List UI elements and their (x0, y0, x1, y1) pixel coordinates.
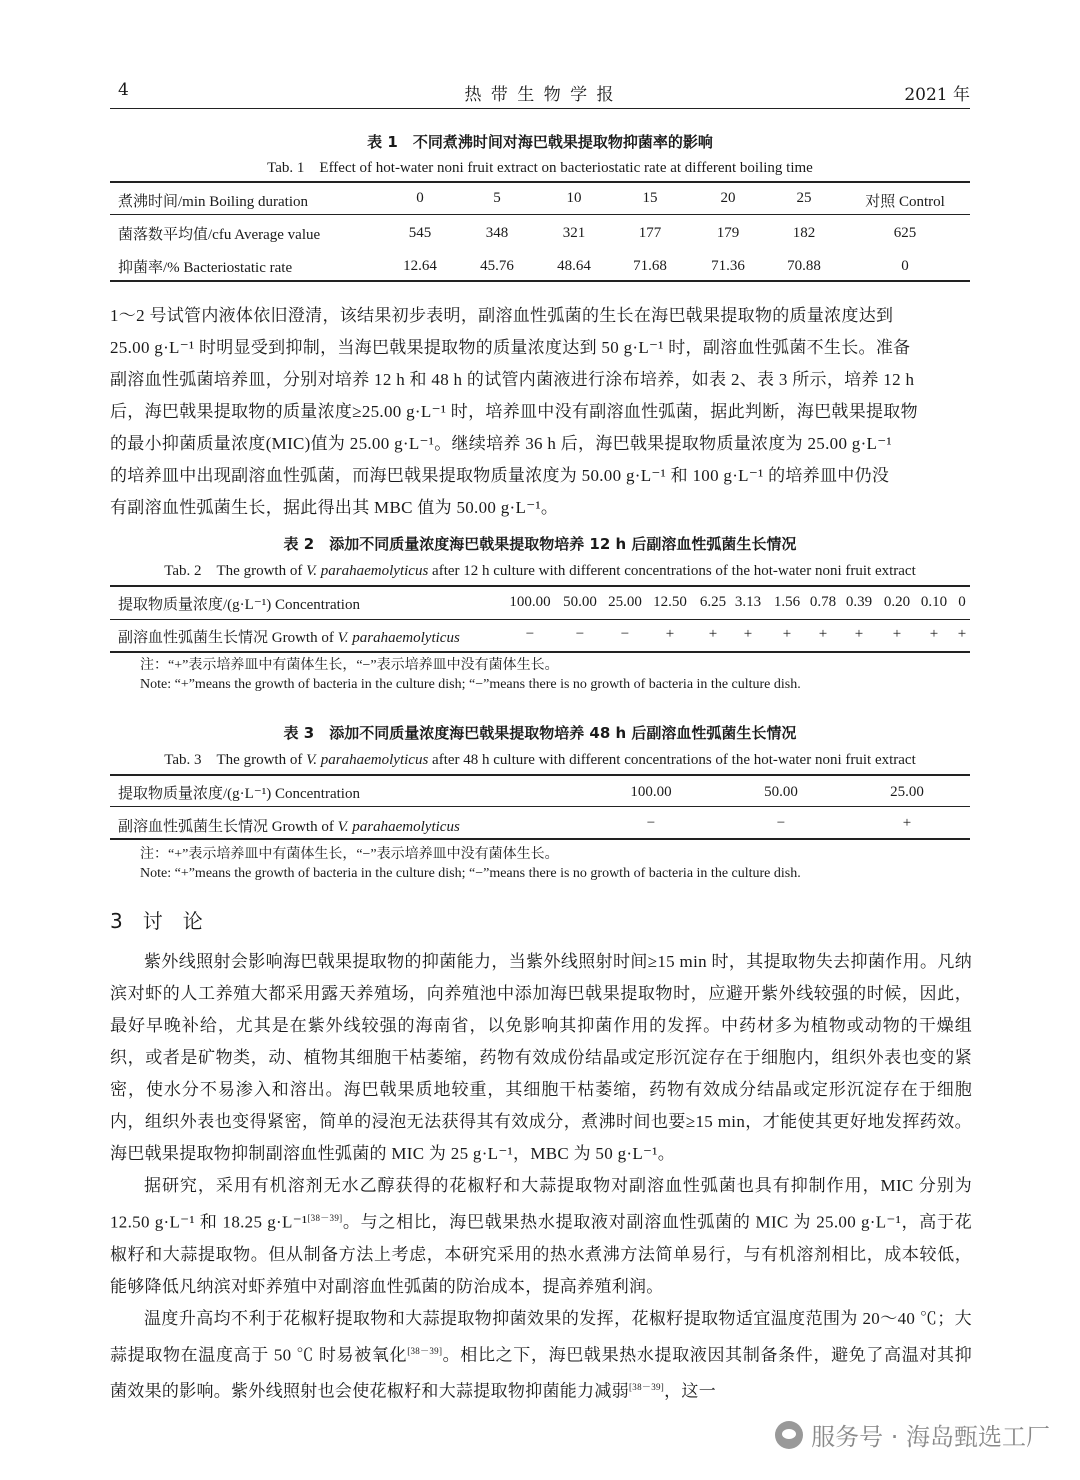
table1-bottom-rule (110, 280, 970, 282)
table2-top-rule (110, 585, 970, 587)
table2-concentration: 3.13 (734, 594, 762, 610)
paragraph-uv: 紫外线照射会影响海巴戟果提取物的抑菌能力，当紫外线照射时间≥15 min 时，其提取物失去抑菌作用。凡纳滨对虾的人工养殖大都采用露天养殖场，向养殖池中添加海巴戟果提取物时，应避开紫外线较强的时候，因此，最好早晚补给，尤其是在紫外线较强的海南省，以免影响其抑菌作用的发挥。中药材多为植物或动物的干燥组织，或者是矿物类，动、植物其细胞干枯萎缩，药物有效成份结晶或定形沉淀存在于细胞内，组织外表也变的紧密，使水分不易渗入和溶出。海巴戟果质地较重，其细胞干枯萎缩，药物有效成分结晶或定形沉淀存在于细胞内，组织外表也变得紧密，简单的浸泡无法获得其有效成分，煮沸时间也要≥15 min，才能使其更好地发挥药效。海巴戟果提取物抑制副溶血性弧菌的 MIC 为 25 g·L⁻¹，MBC 为 50 g·L⁻¹。 (110, 952, 972, 1163)
table2-bottom-rule (110, 651, 970, 653)
table3-top-rule (110, 774, 970, 776)
paragraph-comparison: 据研究，采用有机溶剂无水乙醇获得的花椒籽和大蒜提取物对副溶血性弧菌也具有抑制作用，MIC 分别为 12.50 g·L⁻¹ 和 18.25 g·L⁻¹[38－39]。与之相比，海巴戟果热水提取液对副溶血性弧菌的 MIC 为 25.00 g·L⁻¹，高于花椒籽和大蒜提取物。但从制备方法上考虑，本研究采用的热水煮沸方法简单易行，与有机溶剂相比，成本较低，能够降低凡纳滨对虾养殖中对副溶血性弧菌的防治成本，提高养殖利润。 (110, 1176, 972, 1296)
table2-growth: + (818, 626, 828, 642)
table2-concentration: 6.25 (699, 594, 727, 610)
paragraph-results (110, 300, 972, 524)
table2-growth: + (892, 626, 902, 642)
watermark-text: 服务号 · 海岛甄选工厂 (811, 1423, 1050, 1451)
table2-growth: − (575, 626, 585, 642)
table1-cell: 0 (416, 190, 424, 206)
table3-concentration: 100.00 (630, 784, 672, 800)
table2-concentration: 0.10 (920, 594, 948, 610)
journal-title: 热 带 生 物 学 报 (464, 85, 616, 105)
table1-cell: 179 (716, 225, 740, 241)
table3-caption-en: Tab. 3 The growth of V. parahaemolyticus after 48 h culture with different concentrations of the hot-water noni fruit extract (164, 752, 916, 768)
table2-caption-en: Tab. 2 The growth of V. parahaemolyticus after 12 h culture with different concentrations of the hot-water noni fruit extract (164, 563, 916, 579)
table1-cell: 45.76 (480, 258, 514, 274)
table1-cell: 对照 Control (865, 194, 945, 210)
table2-concentration: 0.78 (809, 594, 837, 610)
wechat-icon (775, 1421, 803, 1449)
page-number: 4 (118, 80, 129, 100)
table2-caption-cn: 表 2 添加不同质量浓度海巴戟果提取物培养 12 h 后副溶血性弧菌生长情况 (283, 535, 797, 553)
table1-row-label: 抑菌率/% Bacteriostatic rate (118, 260, 293, 276)
table2-mid-rule (110, 619, 970, 620)
table2-growth: + (957, 626, 967, 642)
table2-row2-label: 副溶血性弧菌生长情况 Growth of V. parahaemolyticus (118, 630, 460, 646)
table1-cell: 5 (493, 190, 501, 206)
table1-cell: 177 (638, 225, 662, 241)
table2-concentration: 50.00 (563, 594, 597, 610)
table1-cell: 10 (566, 190, 582, 206)
table3-bottom-rule (110, 838, 970, 840)
table3-mid-rule (110, 806, 970, 807)
table1-cell: 0 (901, 258, 909, 274)
section-heading: 3 讨 论 (110, 909, 203, 933)
table3-note-en: Note: “+”means the growth of bacteria in the culture dish; “−”means there is no growth of bacteria in the culture dish. (140, 866, 801, 881)
table1-cell: 545 (408, 225, 432, 241)
text-line: 1～2 号试管内液体依旧澄清，该结果初步表明，副溶血性弧菌的生长在海巴戟果提取物的质量浓度达到 (110, 306, 894, 325)
table1-cell: 625 (893, 225, 917, 241)
table1-cell: 12.64 (403, 258, 437, 274)
table1-cell: 20 (720, 190, 736, 206)
text-line: 的培养皿中出现副溶血性弧菌，而海巴戟果提取物质量浓度为 50.00 g·L⁻¹ 和 100 g·L⁻¹ 的培养皿中仍没 (110, 466, 890, 485)
watermark (775, 1417, 1050, 1452)
table2-concentration: 0 (958, 594, 966, 610)
table3-row2-label: 副溶血性弧菌生长情况 Growth of V. parahaemolyticus (118, 819, 460, 835)
text-line: 后，海巴戟果提取物的质量浓度≥25.00 g·L⁻¹ 时，培养皿中没有副溶血性弧菌，据此判断，海巴戟果提取物 (110, 402, 918, 421)
table2-note-en: Note: “+”means the growth of bacteria in the culture dish; “−”means there is no growth of bacteria in the culture dish. (140, 677, 801, 692)
table3-growth: + (902, 815, 912, 831)
table1-cell: 321 (562, 225, 586, 241)
table1-row-label: 菌落数平均值/cfu Average value (118, 227, 321, 243)
table3-row1-label: 提取物质量浓度/(g·L⁻¹) Concentration (118, 786, 360, 802)
table1-cell: 182 (792, 225, 816, 241)
table1-cell: 71.36 (711, 258, 745, 274)
table1-caption-cn: 表 1 不同煮沸时间对海巴戟果提取物抑菌率的影响 (367, 133, 713, 151)
table1-top-rule (110, 181, 970, 183)
citation: [38－39] (407, 1345, 443, 1356)
table1-cell: 70.88 (787, 258, 821, 274)
table1-cell: 48.64 (557, 258, 591, 274)
table3-growth: − (646, 815, 656, 831)
table2-growth: − (525, 626, 535, 642)
table2-growth: + (665, 626, 675, 642)
paragraph-temperature: 温度升高均不利于花椒籽提取物和大蒜提取物抑菌效果的发挥，花椒籽提取物适宜温度范围为 20～40 ℃；大蒜提取物在温度高于 50 ℃ 时易被氧化[38－39]。相比之下，海巴戟果热水提取液因其制备条件，避免了高温对其抑菌效果的影响。紫外线照射也会使花椒籽和大蒜提取物抑菌能力减弱[38－39]，这一 (110, 1308, 973, 1401)
table3-caption-cn: 表 3 添加不同质量浓度海巴戟果提取物培养 48 h 后副溶血性弧菌生长情况 (283, 724, 797, 742)
table1-cell: 71.68 (633, 258, 667, 274)
table1-head-rule (110, 214, 970, 215)
table2-concentration: 12.50 (653, 594, 687, 610)
year: 2021 年 (904, 85, 970, 105)
table3-concentration: 50.00 (764, 784, 798, 800)
text-line: 的最小抑菌质量浓度(MIC)值为 25.00 g·L⁻¹。继续培养 36 h 后，海巴戟果提取物质量浓度为 25.00 g·L⁻¹ (110, 434, 892, 453)
table2-concentration: 25.00 (608, 594, 642, 610)
table2-growth: + (782, 626, 792, 642)
text-line: 有副溶血性弧菌生长，据此得出其 MBC 值为 50.00 g·L⁻¹。 (110, 498, 559, 517)
text-line: 副溶血性弧菌培养皿，分别对培养 12 h 和 48 h 的试管内菌液进行涂布培养，如表 2、表 3 所示，培养 12 h (110, 370, 915, 389)
table2-row1-label: 提取物质量浓度/(g·L⁻¹) Concentration (118, 597, 360, 613)
citation: [38－39] (629, 1382, 665, 1393)
citation: [38－39] (307, 1213, 343, 1223)
table2-growth: − (620, 626, 630, 642)
table2-growth: + (854, 626, 864, 642)
table1-cell: 25 (796, 190, 812, 206)
table2-concentration: 1.56 (773, 594, 801, 610)
table2-growth: + (708, 626, 718, 642)
table1-cell: 15 (642, 190, 658, 206)
header-rule (110, 108, 970, 109)
table2-growth: + (929, 626, 939, 642)
table2-note-cn: 注：“+”表示培养皿中有菌体生长，“−”表示培养皿中没有菌体生长。 (140, 658, 559, 673)
table3-growth: − (776, 815, 786, 831)
discussion-body (110, 946, 972, 1408)
text-line: 25.00 g·L⁻¹ 时明显受到抑制，当海巴戟果提取物的质量浓度达到 50 g·L⁻¹ 时，副溶血性弧菌不生长。准备 (110, 338, 911, 357)
table2-growth: + (743, 626, 753, 642)
table2-concentration: 0.39 (845, 594, 873, 610)
table2-concentration: 0.20 (883, 594, 911, 610)
table1-cell: 348 (485, 225, 509, 241)
table2-concentration: 100.00 (509, 594, 551, 610)
table3-concentration: 25.00 (890, 784, 924, 800)
table1-caption-en: Tab. 1 Effect of hot-water noni fruit extract on bacteriostatic rate at different boiling time (267, 160, 813, 176)
table3-note-cn: 注：“+”表示培养皿中有菌体生长，“−”表示培养皿中没有菌体生长。 (140, 847, 559, 862)
table1-row-label: 煮沸时间/min Boiling duration (118, 194, 308, 210)
